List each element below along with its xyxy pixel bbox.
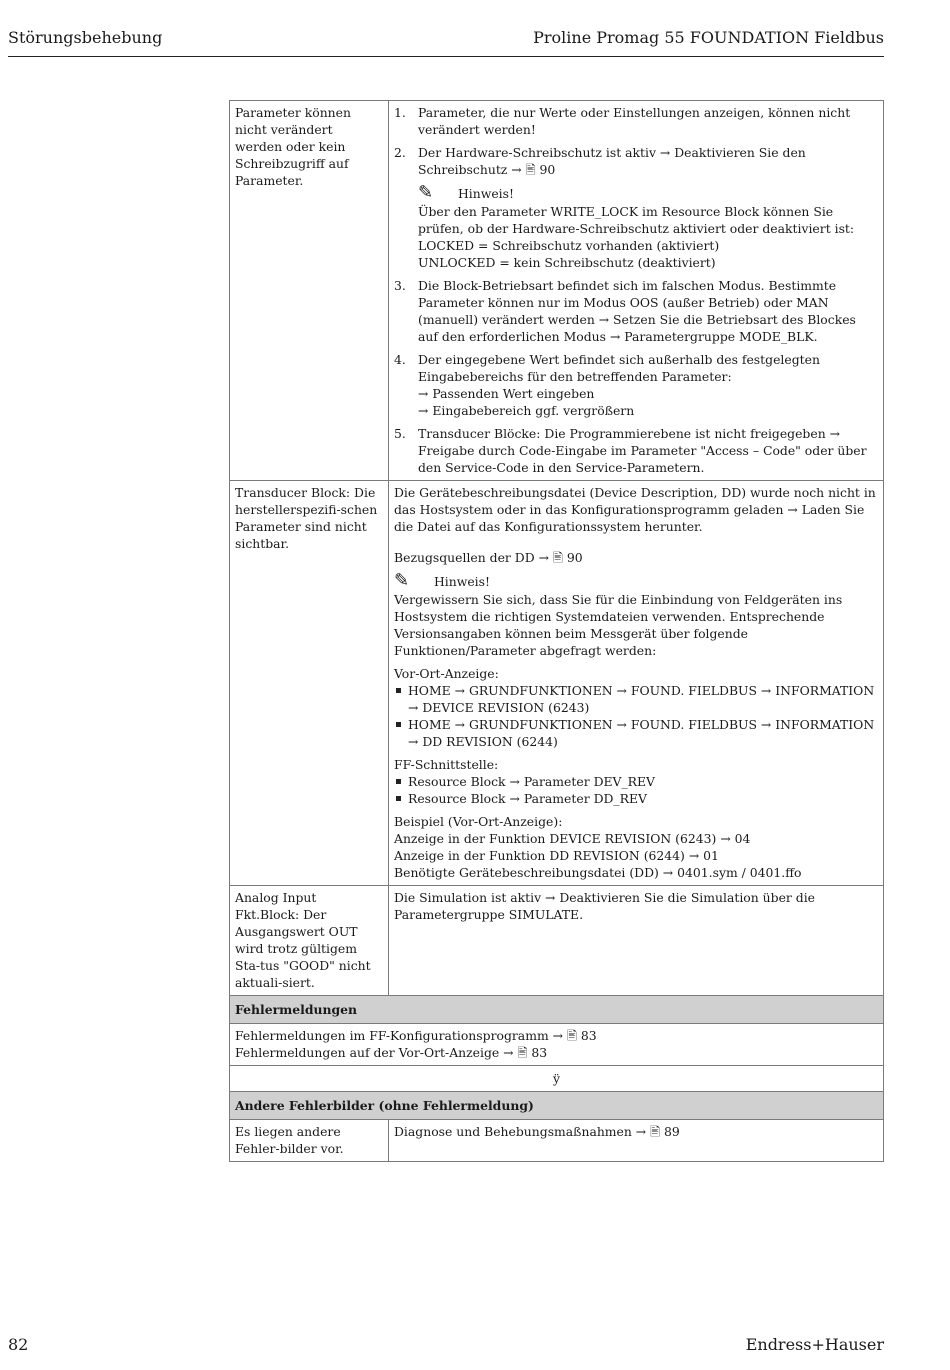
problem-cell bbox=[230, 886, 389, 996]
table-row bbox=[230, 101, 884, 481]
local-display-title: Vor-Ort-Anzeige: bbox=[394, 666, 499, 681]
problem-text: Analog Input Fkt.Block: Der Ausgangswert OUT wird trotz gültigem Sta-tus "GOOD" nicht aktuali-siert. bbox=[235, 890, 371, 990]
solution-text: Diagnose und Behebungsmaßnahmen → 🖹 89 bbox=[394, 1124, 680, 1139]
error-ref-line: Fehlermeldungen auf der Vor-Ort-Anzeige → 🖹 83 bbox=[235, 1045, 548, 1060]
list-item: HOME → GRUNDFUNKTIONEN → FOUND. FIELDBUS → INFORMATION → DD REVISION (6244) bbox=[394, 716, 878, 750]
problem-text: Parameter können nicht verändert werden oder kein Schreibzugriff auf Parameter. bbox=[235, 105, 351, 188]
note-heading bbox=[394, 572, 878, 590]
errors-cell bbox=[230, 1024, 884, 1066]
note-locked: LOCKED = Schreibschutz vorhanden (aktiviert) bbox=[418, 238, 720, 253]
pencil-icon: ✎ bbox=[394, 570, 410, 591]
local-display-list bbox=[394, 682, 878, 750]
ff-interface-list bbox=[394, 773, 878, 807]
step-number: 3. bbox=[394, 278, 406, 293]
solution-cell bbox=[389, 886, 884, 996]
note-text: Vergewissern Sie sich, dass Sie für die Einbindung von Feldgeräten ins Hostsystem die richtigen Systemdateien verwenden. Entsprechende Versionsangaben können beim Messgerät über folgende Funktionen/Parameter abgefragt werden: bbox=[394, 592, 843, 658]
brand-name: Endress+Hauser bbox=[745, 1335, 884, 1354]
table-row bbox=[230, 481, 884, 886]
note-title: Hinweis! bbox=[434, 574, 490, 589]
problem-cell bbox=[230, 481, 389, 886]
solution-text: Die Simulation ist aktiv → Deaktivieren Sie die Simulation über die Parametergruppe SIMULATE. bbox=[394, 890, 816, 922]
list-item: Resource Block → Parameter DEV_REV bbox=[394, 773, 878, 790]
list-item bbox=[394, 104, 878, 138]
dd-sources: Bezugsquellen der DD → 🖹 90 bbox=[394, 550, 583, 565]
step-number: 5. bbox=[394, 426, 406, 441]
example-line: Anzeige in der Funktion DD REVISION (6244) → 01 bbox=[394, 848, 719, 863]
list-item bbox=[394, 277, 878, 345]
problem-cell bbox=[230, 101, 389, 481]
ff-interface-title: FF-Schnittstelle: bbox=[394, 757, 499, 772]
step-text: Der Hardware-Schreibschutz ist aktiv → Deaktivieren Sie den Schreibschutz → 🖹 90 bbox=[418, 145, 806, 177]
section-header-row bbox=[230, 1092, 884, 1120]
example-title: Beispiel (Vor-Ort-Anzeige): bbox=[394, 814, 563, 829]
list-item bbox=[394, 351, 878, 419]
section-header-row bbox=[230, 996, 884, 1024]
list-item bbox=[394, 425, 878, 476]
pencil-icon: ✎ bbox=[418, 182, 434, 203]
separator-glyph: ÿ bbox=[230, 1066, 884, 1092]
problem-text: Transducer Block: Die herstellerspezifi-schen Parameter sind nicht sichtbar. bbox=[235, 485, 378, 551]
step-text: Der eingegebene Wert befindet sich außerhalb des festgelegten Eingabebereichs für den betreffenden Parameter: bbox=[418, 352, 820, 384]
step-subitem: → Passenden Wert eingeben bbox=[418, 386, 595, 401]
step-text: Transducer Blöcke: Die Programmierebene ist nicht freigegeben → Freigabe durch Code-Eingabe im Parameter "Access – Code" oder über den Service-Code in den Service-Parametern. bbox=[418, 426, 867, 475]
solution-cell bbox=[389, 101, 884, 481]
problem-text: Es liegen andere Fehler-bilder vor. bbox=[235, 1124, 344, 1156]
section-title-errors: Fehlermeldungen bbox=[230, 996, 884, 1024]
example-line: Benötigte Gerätebeschreibungsdatei (DD) → 0401.sym / 0401.ffo bbox=[394, 865, 802, 880]
troubleshooting-table bbox=[229, 100, 884, 1162]
header-section-title: Störungsbehebung bbox=[8, 28, 163, 47]
steps-list bbox=[394, 104, 878, 476]
problem-cell bbox=[230, 1120, 389, 1162]
section-title-other: Andere Fehlerbilder (ohne Fehlermeldung) bbox=[230, 1092, 884, 1120]
step-text: Die Block-Betriebsart befindet sich im falschen Modus. Bestimmte Parameter können nur im Modus OOS (außer Betrieb) oder MAN (manuell) verändert werden → Setzen Sie die Betriebsart des Blockes auf den erforderlichen Modus → Parametergruppe MODE_BLK. bbox=[418, 278, 856, 344]
error-ref-line: Fehlermeldungen im FF-Konfigurationsprogramm → 🖹 83 bbox=[235, 1028, 597, 1043]
solution-cell bbox=[389, 1120, 884, 1162]
list-item: Resource Block → Parameter DD_REV bbox=[394, 790, 878, 807]
separator-row bbox=[230, 1066, 884, 1092]
table-row bbox=[230, 886, 884, 996]
solution-cell bbox=[389, 481, 884, 886]
note-unlocked: UNLOCKED = kein Schreibschutz (deaktiviert) bbox=[418, 255, 716, 270]
page-number: 82 bbox=[8, 1335, 29, 1354]
note-text: Über den Parameter WRITE_LOCK im Resource Block können Sie prüfen, ob der Hardware-Schreibschutz aktiviert oder deaktiviert ist: bbox=[418, 204, 855, 236]
table-row bbox=[230, 1024, 884, 1066]
header-product-title: Proline Promag 55 FOUNDATION Fieldbus bbox=[533, 28, 884, 47]
solution-intro: Die Gerätebeschreibungsdatei (Device Description, DD) wurde noch nicht in das Hostsystem oder in das Konfigurationsprogramm geladen → Laden Sie die Datei auf das Konfigurationssystem herunter. bbox=[394, 485, 876, 534]
step-text: Parameter, die nur Werte oder Einstellungen anzeigen, können nicht verändert werden! bbox=[418, 105, 851, 137]
page-header bbox=[8, 28, 884, 57]
step-number: 4. bbox=[394, 352, 406, 367]
step-subitem: → Eingabebereich ggf. vergrößern bbox=[418, 403, 635, 418]
step-number: 2. bbox=[394, 145, 406, 160]
list-item: HOME → GRUNDFUNKTIONEN → FOUND. FIELDBUS → INFORMATION → DEVICE REVISION (6243) bbox=[394, 682, 878, 716]
step-number: 1. bbox=[394, 105, 406, 120]
list-item bbox=[394, 144, 878, 271]
note-heading bbox=[418, 184, 878, 202]
table-row bbox=[230, 1120, 884, 1162]
example-line: Anzeige in der Funktion DEVICE REVISION (6243) → 04 bbox=[394, 831, 751, 846]
note-title: Hinweis! bbox=[458, 186, 514, 201]
